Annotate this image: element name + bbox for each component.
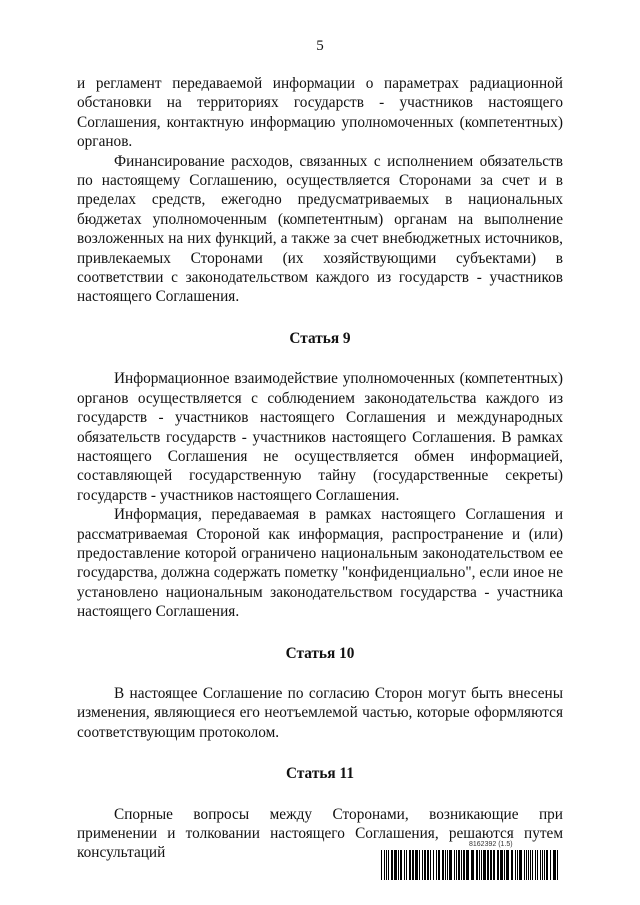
barcode-code: 8162392 (1.5) <box>469 841 513 848</box>
paragraph-confidential: Информация, передаваемая в рамках настоящего Соглашения и рассматриваемая Стороной как информация, распространение и (или) предоставление которой ограничено национальным законодательством ее государства, должна содержать пометку "конфиденциально", если иное не установлено национальным законодательством государства - участника настоящего Соглашения. <box>77 506 563 621</box>
article-11-heading: Статья 11 <box>286 765 354 783</box>
paragraph-info-interaction: Информационное взаимодействие уполномоченных (компетентных) органов осуществляется с соблюдением законодательства каждого из государств - участников настоящего Соглашения и международных обязательств государств - участников настоящего Соглашения. В рамках настоящего Соглашения не осуществляется обмен информацией, составляющей государственную тайну (государственные секреты) государств - участников настоящего Соглашения. <box>77 370 563 504</box>
paragraph-regulation: и регламент передаваемой информации о параметрах радиационной обстановки на территориях государств - участников настоящего Соглашения, контактную информацию уполномоченных (компетентных) органов. <box>77 75 563 151</box>
page-number: 5 <box>316 38 324 54</box>
paragraph-disputes: Спорные вопросы между Сторонами, возникающие при применении и толковании настоящего Соглашения, решаются путем консультаций <box>77 805 563 862</box>
document-barcode <box>381 841 559 881</box>
paragraph-amendments: В настоящее Соглашение по согласию Сторон могут быть внесены изменения, являющиеся его неотъемлемой частью, которые оформляются соответствующим протоколом. <box>77 684 563 741</box>
document-body <box>77 74 563 863</box>
paragraph-financing: Финансирование расходов, связанных с исполнением обязательств по настоящему Соглашению, осуществляется Сторонами за счет и в пределах средств, ежегодно предусматриваемых в национальных бюджетах уполномоченным (компетентным) органам на выполнение возложенных на них функций, а также за счет внебюджетных источников, привлекаемых Сторонами (их хозяйствующими субъектами) в соответствии с законодательством каждого из государств - участников настоящего Соглашения. <box>77 152 563 306</box>
article-9-heading: Статья 9 <box>289 329 351 347</box>
barcode-icon <box>381 850 559 880</box>
article-10-heading: Статья 10 <box>285 644 355 662</box>
